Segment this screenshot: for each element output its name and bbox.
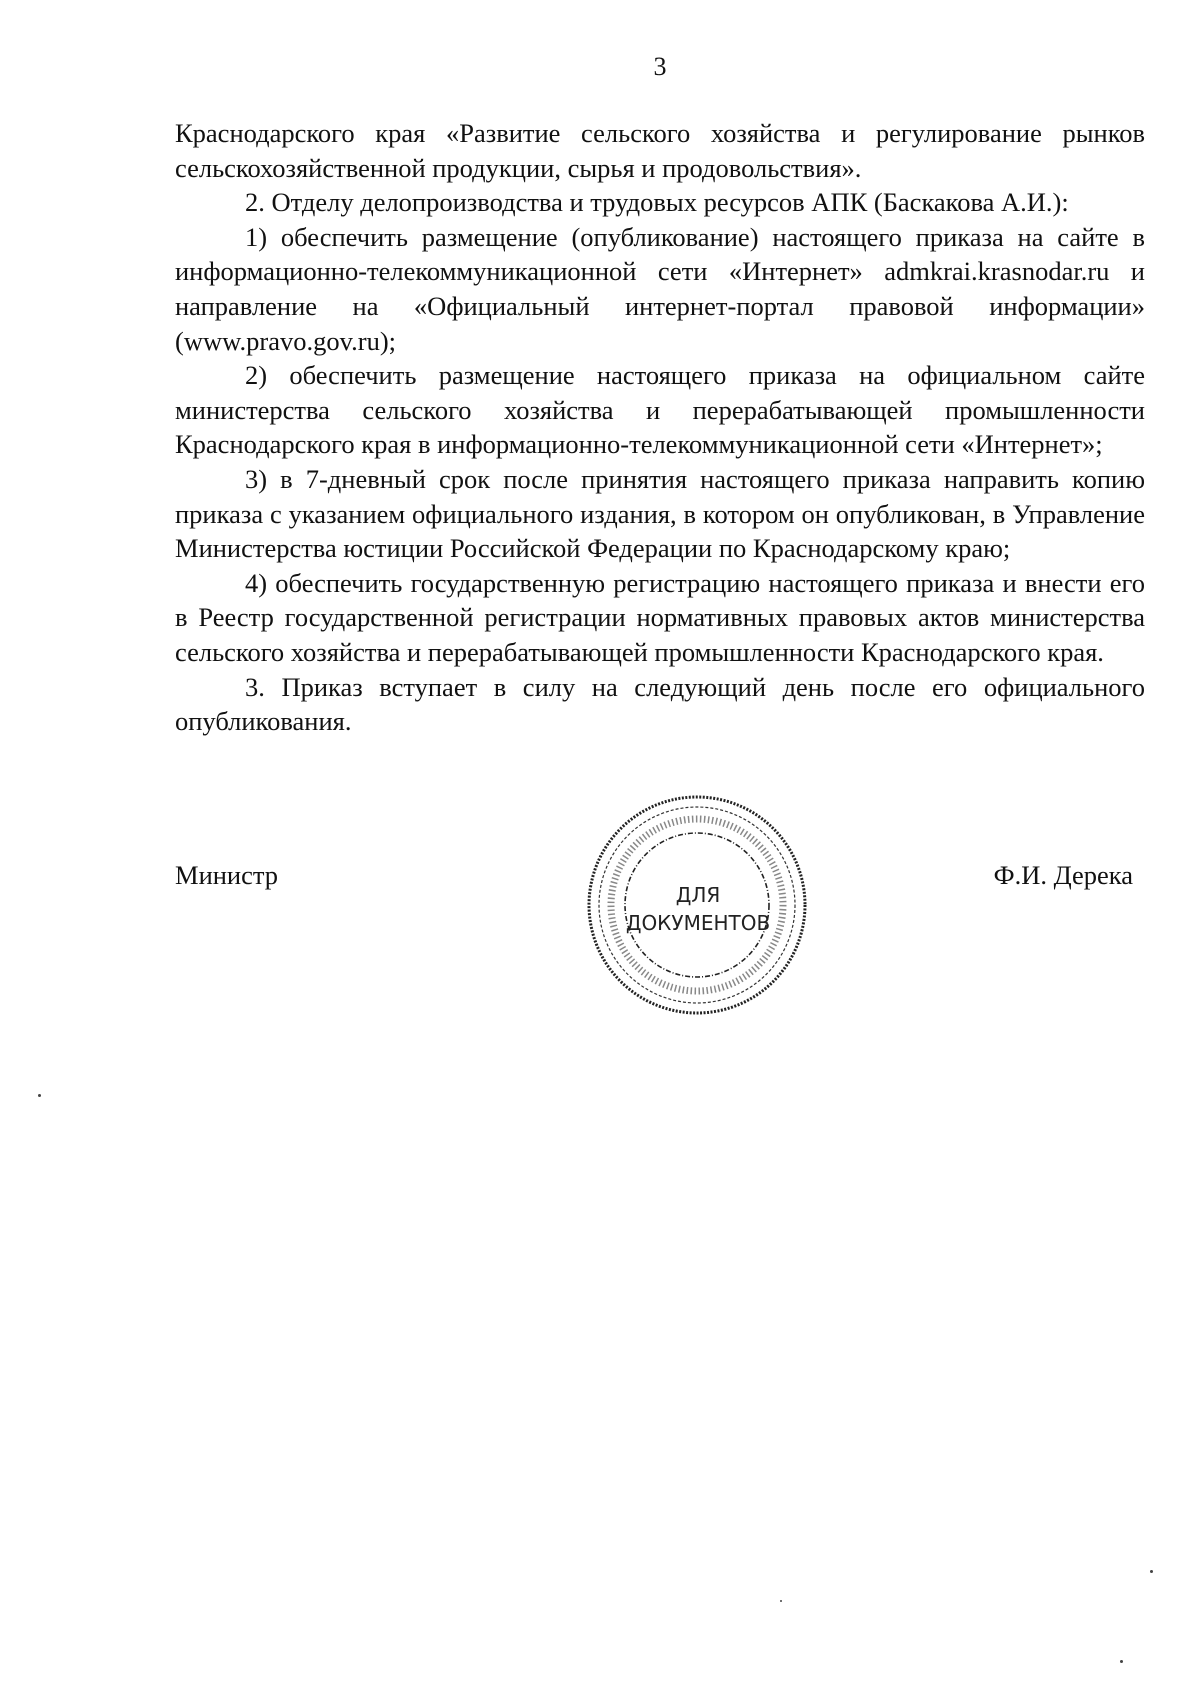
scan-speck (1150, 1570, 1153, 1573)
paragraph-continuation: Краснодарского края «Развитие сельского хозяйства и регулирование рынков сельскохозяйственной продукции, сырья и продовольствия». (175, 118, 1145, 183)
paragraph-subitem-2: 2) обеспечить размещение настоящего приказа на официальном сайте министерства сельского хозяйства и перерабатывающей промышленности Краснодарского края в информационно-телекоммуникационной сети «Интернет»; (175, 360, 1145, 460)
paragraph-item-2: 2. Отделу делопроизводства и трудовых ресурсов АПК (Баскакова А.И.): (245, 187, 1069, 218)
stamp-text-line2: ДОКУМЕНТОВ (625, 911, 771, 935)
signatory-title: Министр (175, 860, 279, 890)
paragraph-subitem-3: 3) в 7-дневный срок после принятия настоящего приказа направить копию приказа с указанием официального издания, в котором он опубликован, в Управление Министерства юстиции Российской Федерации по Краснодарскому краю; (175, 463, 1145, 564)
stamp-text-line1: ДЛЯ (675, 883, 721, 907)
page-number: 3 (653, 52, 667, 81)
paragraph-subitem-4: 4) обеспечить государственную регистрацию настоящего приказа и внести его в Реестр государственной регистрации нормативных правовых актов министерства сельского хозяйства и перерабатывающей промышленности Краснодарского края. (175, 567, 1145, 667)
document-body (175, 116, 1145, 739)
scan-speck (780, 1600, 782, 1602)
official-stamp (582, 790, 812, 1020)
scan-speck (38, 1094, 41, 1097)
paragraph-item-3: 3. Приказ вступает в силу на следующий день после его официального опубликования. (175, 671, 1145, 737)
signatory-name: Ф.И. Дерека (993, 860, 1133, 890)
paragraph-subitem-1: 1) обеспечить размещение (опубликование) настоящего приказа на сайте в информационно-телекоммуникационной сети «Интернет» admkrai.krasnodar.ru и направление на «Официальный интернет-портал правовой информации» (www.pravo.gov.ru); (175, 221, 1145, 356)
scan-speck (1120, 1660, 1123, 1663)
